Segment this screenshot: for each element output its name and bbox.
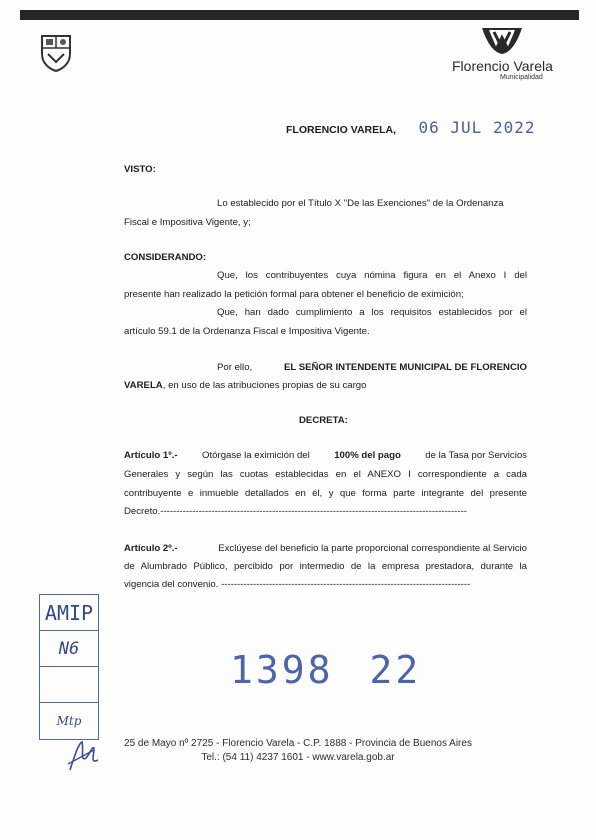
- articulo-2-label: Artículo 2º.-: [124, 543, 178, 554]
- por-ello-lead: Por ello,: [217, 362, 253, 373]
- municipal-crest-icon: [40, 34, 72, 72]
- footer-address: 25 de Mayo nº 2725 - Florencio Varela - C.P. 1888 - Provincia de Buenos Aires: [124, 738, 472, 749]
- considerando-p1-line-1: Que, los contribuyentes cuya nómina figura en el Anexo I del: [217, 270, 527, 281]
- logo-emblem-icon: [480, 26, 524, 56]
- florencio-varela-logo: [452, 26, 562, 86]
- decreta-heading: DECRETA:: [299, 415, 348, 426]
- articulo-2-line-2: de Alumbrado Público, percibido por intermedio de la empresa prestadora, durante la: [124, 561, 527, 572]
- articulo-1-line-4: Decreto.------------------------------------------------------------------------------------------------: [124, 506, 467, 517]
- articulo-1-text-a: Otórgase la eximición del: [202, 450, 310, 461]
- top-scan-bar: [20, 10, 579, 20]
- footer-contact: Tel.: (54 11) 4237 1601 - www.varela.gob.ar: [201, 752, 395, 763]
- visto-line-2: Fiscal e Impositiva Vigente, y;: [124, 217, 251, 228]
- articulo-2-line-3: vigencia del convenio. ------------------------------------------------------------------------------: [124, 579, 471, 590]
- por-ello-varela: VARELA: [124, 380, 163, 391]
- amip-stamp-code: N6: [40, 631, 98, 667]
- date-stamp: 06 JUL 2022: [418, 118, 536, 137]
- considerando-p2-line-2: artículo 59.1 de la Ordenanza Fiscal e Impositiva Vigente.: [124, 326, 370, 337]
- amip-stamp-initials: Mtp: [56, 713, 82, 728]
- articulo-2-line-1: [124, 543, 527, 555]
- decree-year: 22: [369, 648, 422, 692]
- decree-number-stamp: [230, 648, 421, 692]
- por-ello-line-1: [217, 362, 527, 374]
- articulo-1-percent: 100% del pago: [334, 450, 401, 461]
- por-ello-line-2: [124, 380, 366, 392]
- amip-stamp-box: [39, 594, 99, 740]
- logo-subtitle: Municipalidad: [500, 74, 543, 81]
- considerando-p1-line-2: presente han realizado la petición formal para obtener el beneficio de eximición;: [124, 289, 464, 300]
- decree-number: 1398: [230, 648, 334, 692]
- dateline: [286, 118, 535, 138]
- considerando-p2-line-1: Que, han dado cumplimiento a los requisitos establecidos por el: [217, 307, 527, 318]
- articulo-1-line-2: Generales y según las cuotas establecidas en el ANEXO I correspondiente a cada: [124, 469, 527, 480]
- visto-heading: VISTO:: [124, 164, 156, 175]
- articulo-2-text: Exclúyese del beneficio la parte proporcional correspondiente al Servicio: [218, 543, 527, 554]
- dateline-city: FLORENCIO VARELA,: [286, 124, 397, 136]
- amip-stamp-title: AMIP: [40, 595, 98, 631]
- articulo-1-label: Artículo 1º.-: [124, 450, 178, 461]
- articulo-1-text-b: de la Tasa por Servicios: [425, 450, 527, 461]
- logo-name: Florencio Varela: [452, 58, 553, 74]
- visto-line-1: Lo establecido por el Título X "De las Exenciones" de la Ordenanza: [217, 198, 504, 209]
- considerando-heading: CONSIDERANDO:: [124, 252, 207, 263]
- articulo-1-line-1: [124, 450, 527, 462]
- articulo-1-line-3: contribuyente e inmueble detallados en él, y que forma parte integrante del presente: [124, 488, 527, 499]
- amip-stamp-blank: [40, 667, 98, 703]
- por-ello-intendente: EL SEÑOR INTENDENTE MUNICIPAL DE FLORENCIO: [283, 362, 527, 373]
- por-ello-rest: , en uso de las atribuciones propias de su cargo: [162, 380, 367, 391]
